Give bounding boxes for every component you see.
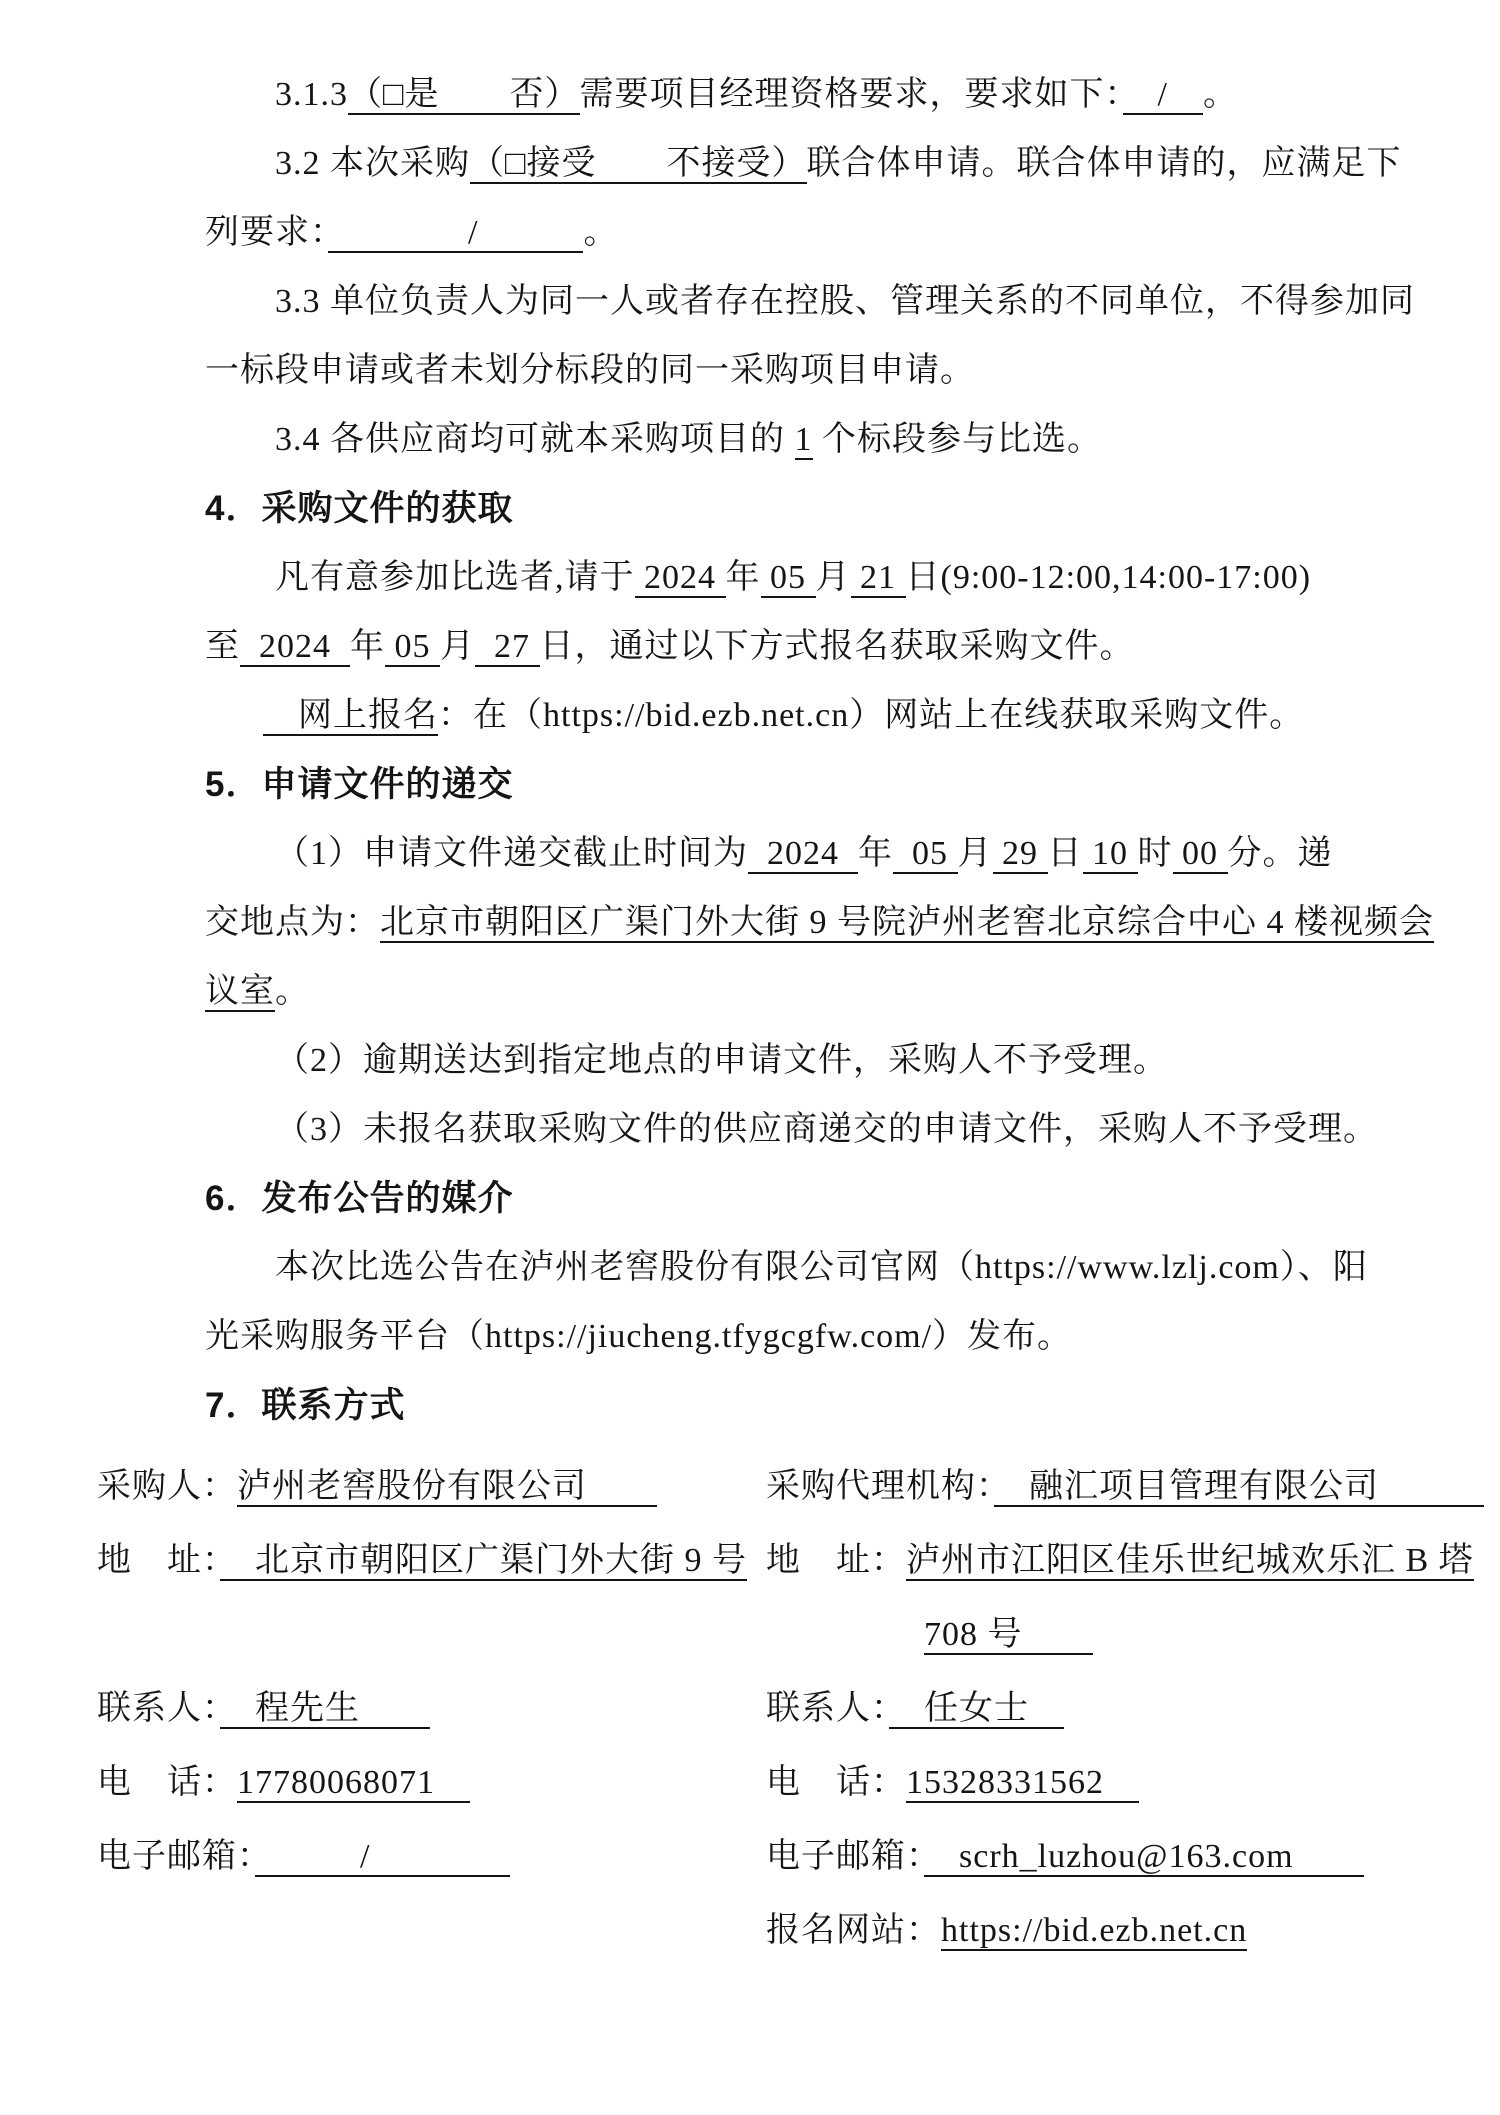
clause-3-1-3-number: 3.1.3 (275, 76, 348, 113)
submit-hour: 10 (1082, 835, 1138, 872)
obtain-end-day: 27 (475, 628, 540, 665)
clause-3-1-3-period: 。 (1203, 76, 1238, 113)
obtain-start-year: 2024 (634, 559, 726, 596)
submit-location-line2 (205, 957, 1465, 1026)
media-line1 (205, 1233, 1465, 1302)
agency-contact-name: 任女士 (889, 1690, 1064, 1727)
submit-deadline-lead: （1）申请文件递交截止时间为 (275, 835, 748, 872)
clause-3-3-line2 (205, 336, 1465, 405)
purchaser-name: 泸州老窖股份有限公司 (237, 1468, 657, 1505)
agency-address-label: 地 址： (766, 1542, 906, 1579)
obtain-month-label: 月 (815, 559, 851, 596)
purchaser-contact-label: 联系人： (97, 1690, 220, 1727)
clause-3-2-period: 。 (583, 214, 619, 251)
submit-deadline-tail: 分。递 (1227, 835, 1333, 872)
obtain-end-year-label: 年 (350, 628, 385, 665)
clause-3-2-line2 (205, 198, 1465, 267)
obtain-end-year: 2024 (240, 628, 350, 665)
clause-3-1-3-blank-slash: / (1122, 76, 1203, 113)
agency-address-value2: 708 号 (924, 1616, 1093, 1653)
submit-year: 2024 (748, 835, 858, 872)
online-signup-line (205, 681, 1465, 750)
purchaser-row (97, 1450, 766, 1524)
agency-email-value: scrh_luzhou@163.com (924, 1838, 1364, 1875)
submit-location-period: 。 (275, 973, 310, 1010)
purchaser-address-row (97, 1524, 766, 1672)
submit-year-label: 年 (858, 835, 893, 872)
clause-3-2-lead: 3.2 本次采购 (275, 145, 470, 182)
obtain-paragraph-line2 (205, 612, 1465, 681)
obtain-hours: 日(9:00-12:00,14:00-17:00) (905, 559, 1312, 596)
purchaser-address-label: 地 址： (97, 1542, 220, 1579)
clause-3-1-3 (205, 60, 1465, 129)
submit-location-label: 交地点为： (205, 904, 380, 941)
purchaser-phone-number: 17780068071 (237, 1764, 470, 1801)
submit-hour-label: 时 (1137, 835, 1173, 872)
obtain-start-day: 21 (850, 559, 906, 596)
section-heading-6: 6．发布公告的媒介 (205, 1179, 514, 1218)
purchaser-label: 采购人： (97, 1468, 237, 1505)
section-heading-5: 5．申请文件的递交 (205, 765, 514, 804)
submit-rule-3 (205, 1095, 1465, 1164)
agency-address-row (766, 1524, 1485, 1672)
obtain-paragraph-line1 (205, 543, 1465, 612)
purchaser-contact-row (97, 1672, 766, 1746)
clause-3-3-text1: 3.3 单位负责人为同一人或者存在控股、管理关系的不同单位，不得参加同 (275, 283, 1415, 320)
submit-location-value2: 议室 (205, 973, 275, 1010)
clause-3-2-continuation: 列要求： (205, 214, 328, 251)
obtain-end-month: 05 (385, 628, 440, 665)
obtain-year-label: 年 (725, 559, 761, 596)
clause-3-2-line1 (205, 129, 1465, 198)
submit-rule-3-text: （3）未报名获取采购文件的供应商递交的申请文件，采购人不予受理。 (275, 1111, 1378, 1148)
obtain-end-tail: 日，通过以下方式报名获取采购文件。 (539, 628, 1135, 665)
clause-3-4-lead: 3.4 各供应商均可就本采购项目的 (275, 421, 795, 458)
agency-contact-row (766, 1672, 1485, 1746)
obtain-end-month-label: 月 (440, 628, 475, 665)
purchaser-email-row (97, 1820, 766, 1894)
clause-3-3-text2: 一标段申请或者未划分标段的同一采购项目申请。 (205, 352, 975, 389)
submit-month: 05 (893, 835, 958, 872)
clause-3-2-accept-choice: （□接受 不接受） (470, 145, 807, 182)
agency-phone-row (766, 1746, 1485, 1820)
clause-3-1-3-text: 需要项目经理资格要求，要求如下： (579, 76, 1123, 113)
purchaser-phone-row (97, 1746, 766, 1820)
section-heading-4: 4．采购文件的获取 (205, 489, 514, 528)
agency-contact-label: 联系人： (766, 1690, 889, 1727)
obtain-start-month: 05 (760, 559, 816, 596)
document-body (205, 60, 1465, 1440)
section-heading-7: 7．联系方式 (205, 1386, 406, 1425)
purchaser-contact-name: 程先生 (220, 1690, 430, 1727)
clause-3-1-3-yes-no-choice: （□是 否） (348, 76, 580, 113)
agency-label: 采购代理机构： (766, 1468, 994, 1505)
submit-minute: 00 (1172, 835, 1228, 872)
agency-phone-number: 15328331562 (906, 1764, 1139, 1801)
clause-3-4-tail: 个标段参与比选。 (812, 421, 1102, 458)
submit-deadline-line1 (205, 819, 1465, 888)
purchaser-email-label: 电子邮箱： (97, 1838, 255, 1875)
contact-section (97, 1450, 1485, 1968)
media-text2: 光采购服务平台（https://jiucheng.tfygcgfw.com/）发布。 (205, 1318, 1073, 1355)
clause-3-4-lot-count: 1 (794, 421, 813, 458)
agency-address-value: 泸州市江阳区佳乐世纪城欢乐汇 B 塔 (906, 1542, 1474, 1579)
submit-rule-2 (205, 1026, 1465, 1095)
agency-address-line2 (924, 1598, 1485, 1672)
contact-left-spacer (97, 1894, 766, 1968)
purchaser-phone-label: 电 话： (97, 1764, 237, 1801)
agency-email-row (766, 1820, 1485, 1894)
clause-3-2-blank-slash: / (328, 214, 584, 251)
media-line2 (205, 1302, 1465, 1371)
submit-day: 29 (992, 835, 1048, 872)
online-signup-text: ：在（https://bid.ezb.net.cn）网站上在线获取采购文件。 (438, 697, 1305, 734)
purchaser-email-blank: / (255, 1838, 511, 1875)
clause-3-3-line1 (205, 267, 1465, 336)
media-text1: 本次比选公告在泸州老窖股份有限公司官网（https://www.lzlj.com）、阳 (275, 1249, 1368, 1286)
signup-site-url: https://bid.ezb.net.cn (941, 1912, 1248, 1949)
submit-month-label: 月 (957, 835, 993, 872)
signup-site-row (766, 1894, 1485, 1968)
obtain-lead: 凡有意参加比选者,请于 (275, 559, 635, 596)
obtain-until-label: 至 (205, 628, 240, 665)
submit-rule-2-text: （2）逾期送达到指定地点的申请文件，采购人不予受理。 (275, 1042, 1168, 1079)
agency-row (766, 1450, 1485, 1524)
online-signup-label: 网上报名 (263, 697, 438, 734)
clause-3-4 (205, 405, 1465, 474)
agency-phone-label: 电 话： (766, 1764, 906, 1801)
submit-location-value: 北京市朝阳区广渠门外大街 9 号院泸州老窖北京综合中心 4 楼视频会 (380, 904, 1434, 941)
agency-email-label: 电子邮箱： (766, 1838, 924, 1875)
clause-3-2-tail: 联合体申请。联合体申请的，应满足下 (806, 145, 1402, 182)
submit-day-label: 日 (1047, 835, 1083, 872)
signup-site-label: 报名网站： (766, 1912, 941, 1949)
submit-location-line1 (205, 888, 1465, 957)
agency-name: 融汇项目管理有限公司 (994, 1468, 1484, 1505)
purchaser-address-value: 北京市朝阳区广渠门外大街 9 号 (220, 1542, 747, 1579)
